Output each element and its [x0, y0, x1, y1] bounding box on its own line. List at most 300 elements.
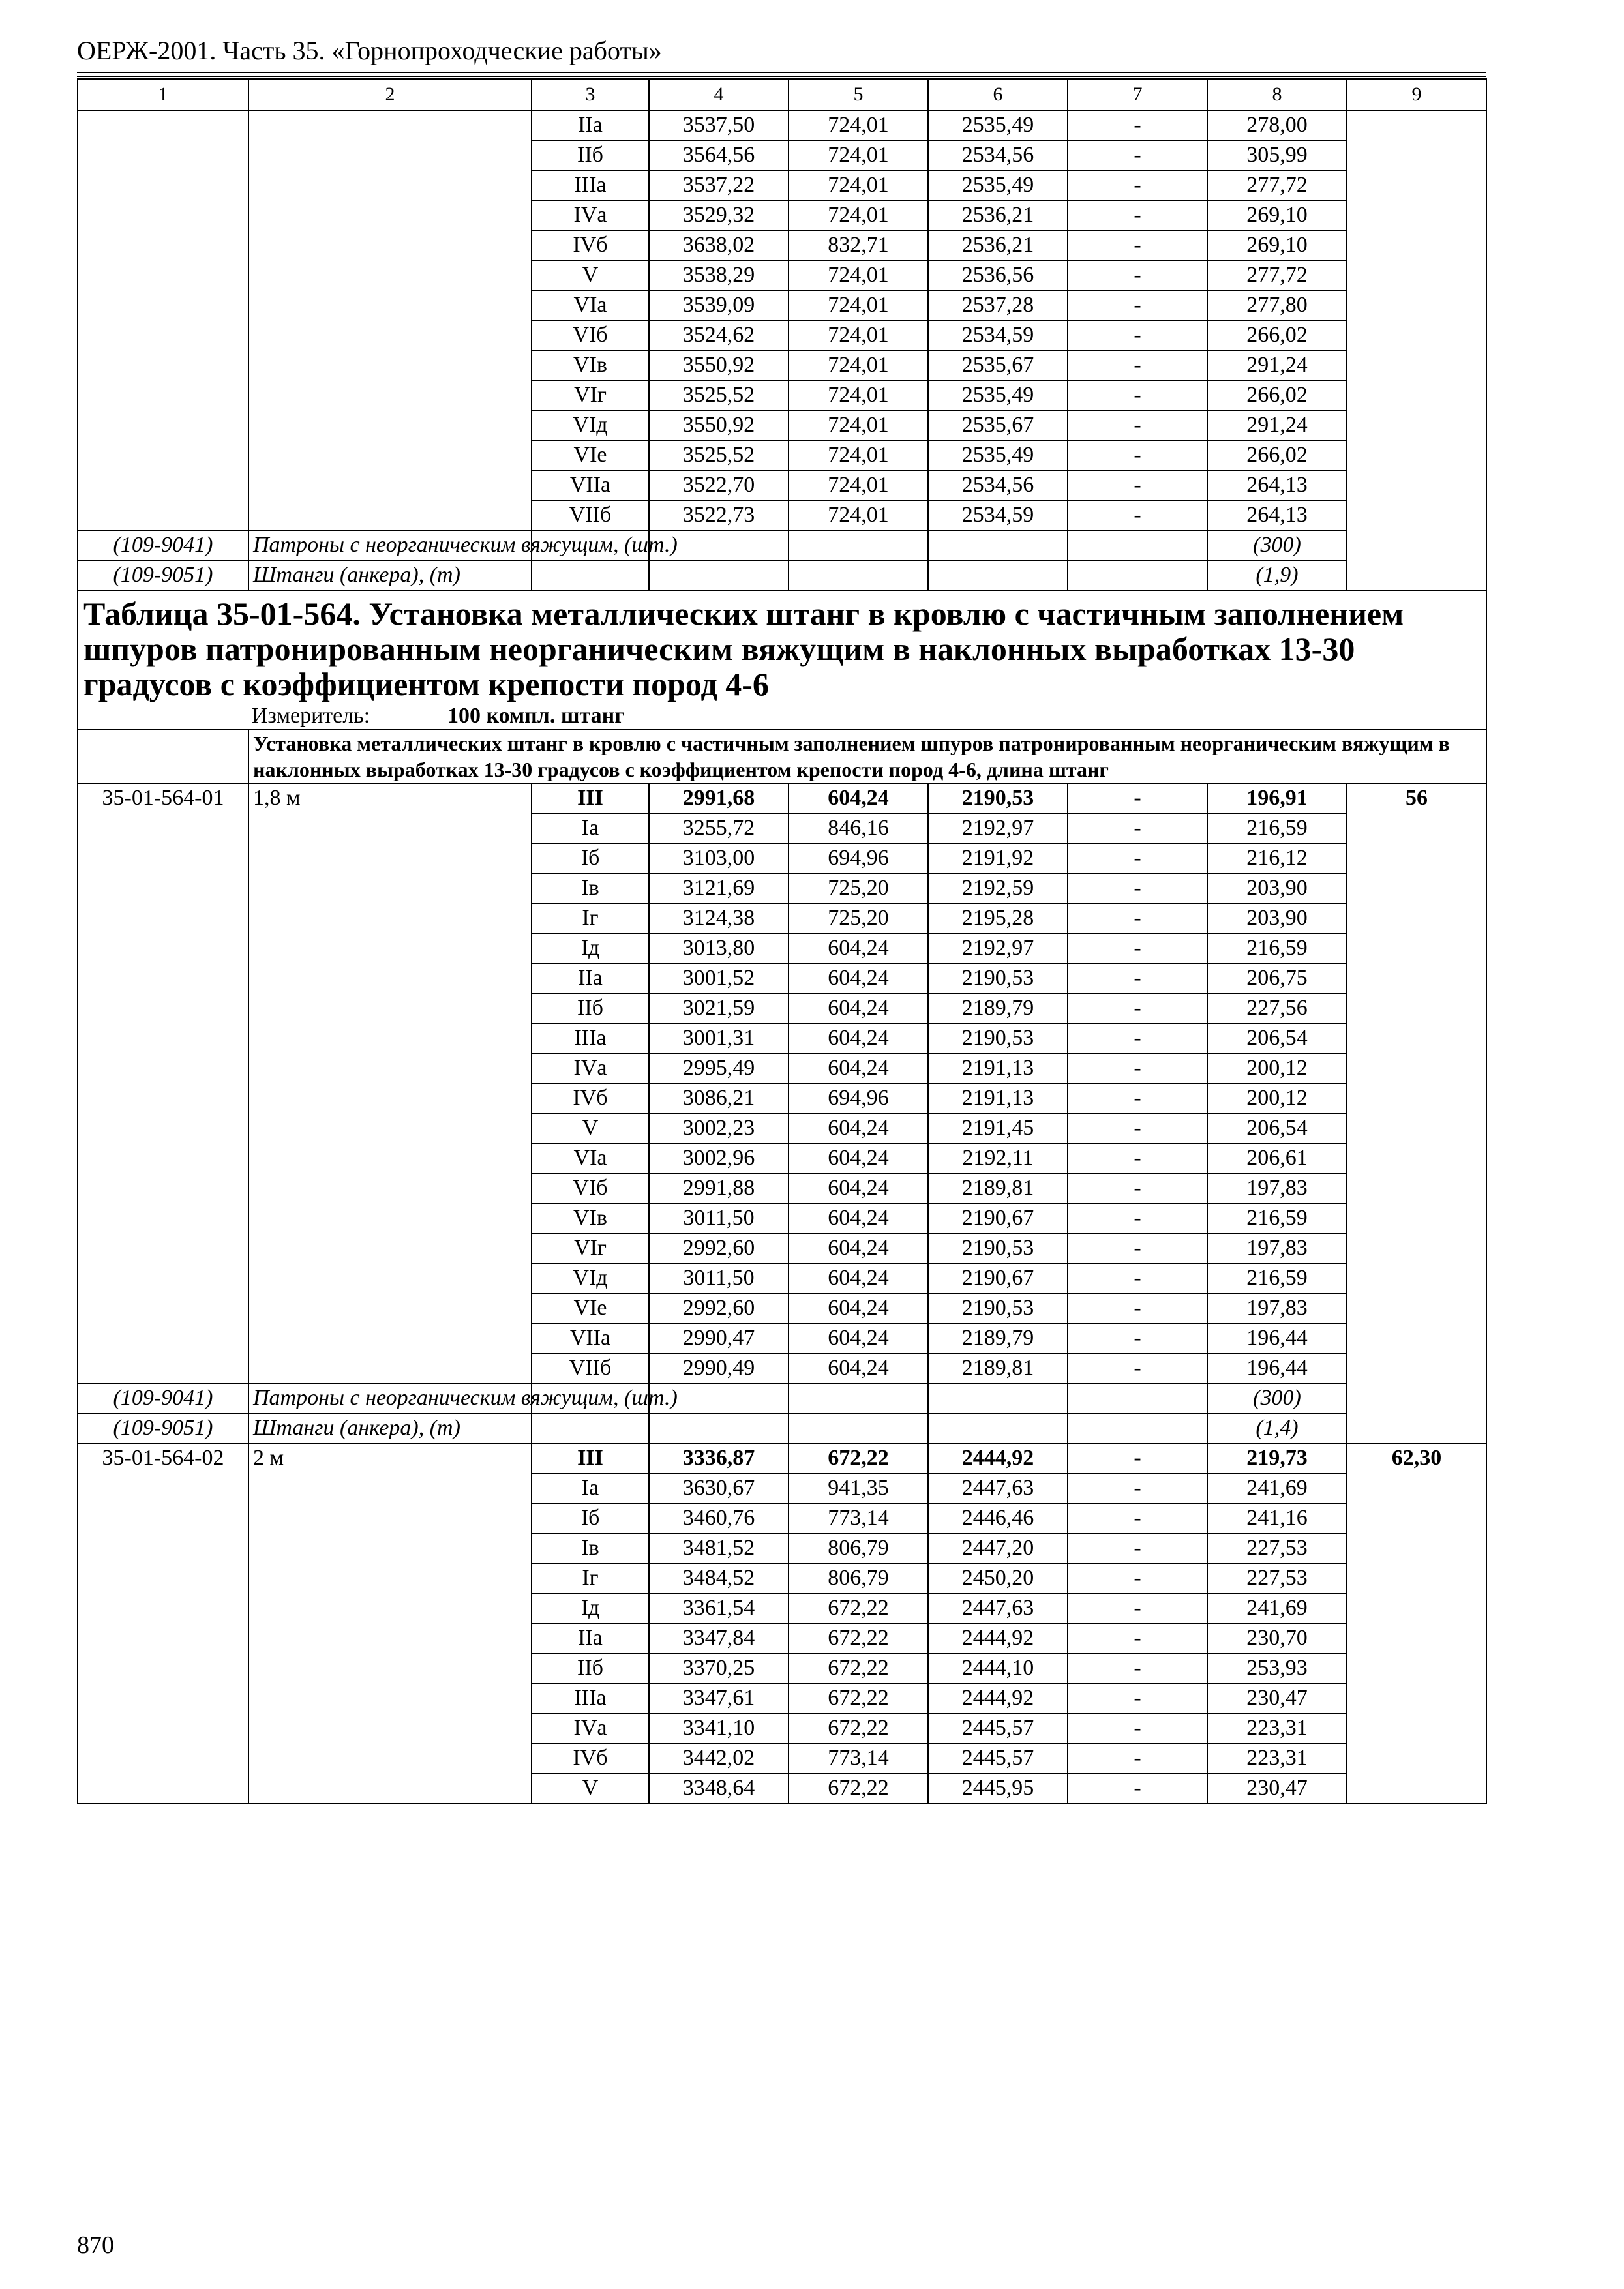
value-cell: 196,44 — [1207, 1323, 1347, 1353]
empty-cell — [789, 1383, 928, 1413]
value-cell: 2192,11 — [928, 1143, 1068, 1173]
value-cell: 2991,88 — [649, 1173, 789, 1203]
value-cell: 266,02 — [1207, 380, 1347, 410]
rock-category-cell: IVа — [532, 1713, 649, 1743]
value-cell: 3121,69 — [649, 873, 789, 903]
value-cell: 216,59 — [1207, 1263, 1347, 1293]
measure-value: 100 компл. штанг — [447, 704, 625, 728]
value-cell: 672,22 — [789, 1623, 928, 1653]
value-cell: - — [1068, 140, 1207, 170]
rock-category-cell: VIд — [532, 1263, 649, 1293]
rock-category-cell: Iг — [532, 903, 649, 933]
empty-cell — [928, 1413, 1068, 1443]
rock-category-cell: III — [532, 1443, 649, 1473]
rock-category-cell: IIа — [532, 110, 649, 140]
value-cell: 724,01 — [789, 290, 928, 320]
value-cell: 2534,59 — [928, 320, 1068, 350]
value-cell: 3538,29 — [649, 260, 789, 290]
value-cell: - — [1068, 1533, 1207, 1563]
value-cell: 3564,56 — [649, 140, 789, 170]
value-cell: 2450,20 — [928, 1563, 1068, 1593]
empty-cell — [649, 1413, 789, 1443]
item-name: 1,8 м — [248, 783, 532, 1383]
value-cell: - — [1068, 1623, 1207, 1653]
value-cell: - — [1068, 1713, 1207, 1743]
value-cell: 3550,92 — [649, 410, 789, 440]
value-cell: 2535,49 — [928, 440, 1068, 470]
rock-category-cell: VIIа — [532, 470, 649, 500]
value-cell: 672,22 — [789, 1683, 928, 1713]
value-cell: 3336,87 — [649, 1443, 789, 1473]
rock-category-cell: VIе — [532, 1293, 649, 1323]
empty-cell — [928, 1383, 1068, 1413]
value-cell: 2534,56 — [928, 470, 1068, 500]
value-cell: 203,90 — [1207, 903, 1347, 933]
value-cell: 724,01 — [789, 350, 928, 380]
value-cell: 2536,21 — [928, 230, 1068, 260]
value-cell: 241,16 — [1207, 1503, 1347, 1533]
item-name: 2 м — [248, 1443, 532, 1803]
value-cell: 604,24 — [789, 1143, 928, 1173]
empty-cell — [1068, 1383, 1207, 1413]
rock-category-cell: VIг — [532, 1233, 649, 1263]
rock-category-cell: Iд — [532, 933, 649, 963]
value-cell: 604,24 — [789, 1203, 928, 1233]
value-cell: 227,53 — [1207, 1533, 1347, 1563]
value-cell: 3537,50 — [649, 110, 789, 140]
value-cell: 2195,28 — [928, 903, 1068, 933]
value-cell: - — [1068, 1503, 1207, 1533]
value-cell: - — [1068, 1743, 1207, 1773]
rock-category-cell: IIа — [532, 1623, 649, 1653]
value-cell: 672,22 — [789, 1443, 928, 1473]
rock-category-cell: VIв — [532, 350, 649, 380]
value-cell: 2535,49 — [928, 380, 1068, 410]
rock-category-cell: Iг — [532, 1563, 649, 1593]
value-cell: 3001,52 — [649, 963, 789, 993]
material-name: Штанги (анкера), (т) — [248, 560, 532, 590]
value-cell: 230,47 — [1207, 1683, 1347, 1713]
value-cell: - — [1068, 500, 1207, 530]
value-cell: 227,56 — [1207, 993, 1347, 1023]
value-cell: - — [1068, 1233, 1207, 1263]
value-cell: 3638,02 — [649, 230, 789, 260]
value-cell: 216,12 — [1207, 843, 1347, 873]
value-cell: 941,35 — [789, 1473, 928, 1503]
value-cell: 241,69 — [1207, 1593, 1347, 1623]
value-cell: 3481,52 — [649, 1533, 789, 1563]
value-cell: - — [1068, 1173, 1207, 1203]
value-cell: 2447,63 — [928, 1473, 1068, 1503]
value-cell: 206,54 — [1207, 1023, 1347, 1053]
material-row — [78, 530, 1486, 560]
value-cell: 2192,97 — [928, 813, 1068, 843]
rock-category-cell: Iб — [532, 843, 649, 873]
material-row — [78, 1383, 1486, 1413]
value-cell: - — [1068, 873, 1207, 903]
column-number: 3 — [532, 79, 649, 110]
material-code: (109-9041) — [78, 1383, 248, 1413]
value-cell: 2190,67 — [928, 1263, 1068, 1293]
column-number: 6 — [928, 79, 1068, 110]
table-row — [78, 110, 1486, 140]
value-cell: - — [1068, 1473, 1207, 1503]
value-cell: 206,54 — [1207, 1113, 1347, 1143]
value-cell: 2190,53 — [928, 783, 1068, 813]
value-cell: 2191,13 — [928, 1053, 1068, 1083]
table-row — [78, 783, 1486, 813]
value-cell: 604,24 — [789, 1323, 928, 1353]
value-cell: 278,00 — [1207, 110, 1347, 140]
value-cell: 2990,47 — [649, 1323, 789, 1353]
value-cell: 3630,67 — [649, 1473, 789, 1503]
value-cell: 3522,70 — [649, 470, 789, 500]
value-cell: - — [1068, 350, 1207, 380]
value-cell: - — [1068, 380, 1207, 410]
value-cell: 3525,52 — [649, 440, 789, 470]
item-col9: 56 — [1347, 783, 1486, 1443]
value-cell: 2189,79 — [928, 993, 1068, 1023]
value-cell: 2190,53 — [928, 1023, 1068, 1053]
empty-cell — [1068, 560, 1207, 590]
rock-category-cell: IVа — [532, 200, 649, 230]
value-cell: 672,22 — [789, 1773, 928, 1803]
material-code: (109-9041) — [78, 530, 248, 560]
empty-cell — [649, 560, 789, 590]
value-cell: 3086,21 — [649, 1083, 789, 1113]
measure-label: Измеритель: — [252, 704, 370, 728]
rock-category-cell: VIг — [532, 380, 649, 410]
column-number: 2 — [248, 79, 532, 110]
value-cell: 2535,49 — [928, 110, 1068, 140]
value-cell: - — [1068, 110, 1207, 140]
value-cell: 724,01 — [789, 110, 928, 140]
material-name: Патроны с неорганическим вяжущим, (шт.) — [248, 530, 532, 560]
empty-cell — [928, 530, 1068, 560]
page-number: 870 — [77, 2232, 114, 2259]
value-cell: 3537,22 — [649, 170, 789, 200]
value-cell: 2190,67 — [928, 1203, 1068, 1233]
value-cell: 604,24 — [789, 1263, 928, 1293]
code-cell-empty — [78, 110, 248, 530]
value-cell: - — [1068, 1113, 1207, 1143]
value-cell: 3347,61 — [649, 1683, 789, 1713]
rock-category-cell: VIIб — [532, 500, 649, 530]
rock-category-cell: VIе — [532, 440, 649, 470]
rock-category-cell: Iа — [532, 1473, 649, 1503]
value-cell: 197,83 — [1207, 1173, 1347, 1203]
value-cell: 277,80 — [1207, 290, 1347, 320]
rock-category-cell: IIа — [532, 963, 649, 993]
value-cell: 724,01 — [789, 140, 928, 170]
value-cell: 3124,38 — [649, 903, 789, 933]
value-cell: - — [1068, 290, 1207, 320]
value-cell: 197,83 — [1207, 1233, 1347, 1263]
value-cell: - — [1068, 963, 1207, 993]
value-cell: 196,91 — [1207, 783, 1347, 813]
value-cell: - — [1068, 260, 1207, 290]
value-cell: 3347,84 — [649, 1623, 789, 1653]
value-cell: 604,24 — [789, 933, 928, 963]
column-number: 1 — [78, 79, 248, 110]
value-cell: 3103,00 — [649, 843, 789, 873]
value-cell: 604,24 — [789, 993, 928, 1023]
value-cell: 3442,02 — [649, 1743, 789, 1773]
value-cell: 2535,67 — [928, 350, 1068, 380]
column-number: 4 — [649, 79, 789, 110]
table-title: Таблица 35-01-564. Установка металлических штанг в кровлю с частичным заполнением шпуров патронированным неорганическим вяжущим в наклонных выработках 13-30 градусов с коэффициентом крепости пород 4-6 — [78, 590, 1486, 703]
value-cell: 604,24 — [789, 783, 928, 813]
value-cell: 604,24 — [789, 1053, 928, 1083]
material-name: Патроны с неорганическим вяжущим, (шт.) — [248, 1383, 532, 1413]
value-cell: 724,01 — [789, 440, 928, 470]
value-cell: - — [1068, 320, 1207, 350]
value-cell: 3460,76 — [649, 1503, 789, 1533]
value-cell: 206,61 — [1207, 1143, 1347, 1173]
rock-category-cell: VIIб — [532, 1353, 649, 1383]
column-number-row — [78, 79, 1486, 110]
value-cell: 2444,92 — [928, 1683, 1068, 1713]
value-cell: - — [1068, 1593, 1207, 1623]
material-value: (1,9) — [1207, 560, 1347, 590]
page-header: ОЕРЖ-2001. Часть 35. «Горнопроходческие работы» — [77, 36, 662, 65]
rock-category-cell: IIIа — [532, 1023, 649, 1053]
value-cell: 725,20 — [789, 903, 928, 933]
value-cell: 2189,81 — [928, 1173, 1068, 1203]
value-cell: 604,24 — [789, 1173, 928, 1203]
rock-category-cell: V — [532, 260, 649, 290]
material-code: (109-9051) — [78, 560, 248, 590]
value-cell: 2190,53 — [928, 963, 1068, 993]
table-title-row — [78, 590, 1486, 703]
value-cell: 2447,63 — [928, 1593, 1068, 1623]
material-row — [78, 1413, 1486, 1443]
value-cell: 2192,97 — [928, 933, 1068, 963]
value-cell: 604,24 — [789, 1233, 928, 1263]
value-cell: 3361,54 — [649, 1593, 789, 1623]
measure-row — [78, 703, 1486, 730]
value-cell: - — [1068, 1023, 1207, 1053]
value-cell: - — [1068, 1293, 1207, 1323]
value-cell: - — [1068, 783, 1207, 813]
value-cell: - — [1068, 1683, 1207, 1713]
rock-category-cell: IIб — [532, 1653, 649, 1683]
column-number: 8 — [1207, 79, 1347, 110]
value-cell: 2535,67 — [928, 410, 1068, 440]
item-code: 35-01-564-02 — [78, 1443, 248, 1803]
value-cell: 269,10 — [1207, 200, 1347, 230]
value-cell: 724,01 — [789, 380, 928, 410]
value-cell: 2445,95 — [928, 1773, 1068, 1803]
empty-cell — [1068, 530, 1207, 560]
column-number: 7 — [1068, 79, 1207, 110]
value-cell: 724,01 — [789, 470, 928, 500]
rock-category-cell: IVб — [532, 230, 649, 260]
value-cell: 2995,49 — [649, 1053, 789, 1083]
value-cell: 604,24 — [789, 963, 928, 993]
empty-cell — [532, 560, 649, 590]
value-cell: 305,99 — [1207, 140, 1347, 170]
value-cell: 3524,62 — [649, 320, 789, 350]
value-cell: 253,93 — [1207, 1653, 1347, 1683]
value-cell: 3013,80 — [649, 933, 789, 963]
value-cell: - — [1068, 1443, 1207, 1473]
empty-cell — [789, 560, 928, 590]
value-cell: 230,70 — [1207, 1623, 1347, 1653]
value-cell: 223,31 — [1207, 1713, 1347, 1743]
value-cell: 806,79 — [789, 1563, 928, 1593]
rock-category-cell: IVа — [532, 1053, 649, 1083]
column-number: 5 — [789, 79, 928, 110]
value-cell: 3002,96 — [649, 1143, 789, 1173]
value-cell: 216,59 — [1207, 813, 1347, 843]
empty-cell — [928, 560, 1068, 590]
value-cell: 291,24 — [1207, 410, 1347, 440]
value-cell: - — [1068, 993, 1207, 1023]
rock-category-cell: IVб — [532, 1743, 649, 1773]
value-cell: - — [1068, 903, 1207, 933]
value-cell: - — [1068, 933, 1207, 963]
value-cell: 2189,81 — [928, 1353, 1068, 1383]
rock-category-cell: Iб — [532, 1503, 649, 1533]
value-cell: 266,02 — [1207, 440, 1347, 470]
value-cell: - — [1068, 813, 1207, 843]
value-cell: 223,31 — [1207, 1743, 1347, 1773]
value-cell: 3370,25 — [649, 1653, 789, 1683]
value-cell: 724,01 — [789, 410, 928, 440]
rock-category-cell: VIб — [532, 1173, 649, 1203]
value-cell: 219,73 — [1207, 1443, 1347, 1473]
value-cell: 724,01 — [789, 320, 928, 350]
value-cell: 2191,45 — [928, 1113, 1068, 1143]
value-cell: - — [1068, 410, 1207, 440]
rock-category-cell: III — [532, 783, 649, 813]
value-cell: 724,01 — [789, 200, 928, 230]
value-cell: - — [1068, 470, 1207, 500]
column-number: 9 — [1347, 79, 1486, 110]
col9-cell — [1347, 110, 1486, 590]
value-cell: 2992,60 — [649, 1293, 789, 1323]
value-cell: 2990,49 — [649, 1353, 789, 1383]
value-cell: 230,47 — [1207, 1773, 1347, 1803]
value-cell: 216,59 — [1207, 1203, 1347, 1233]
value-cell: 2445,57 — [928, 1713, 1068, 1743]
value-cell: 694,96 — [789, 843, 928, 873]
rock-category-cell: V — [532, 1113, 649, 1143]
value-cell: 724,01 — [789, 260, 928, 290]
value-cell: 2992,60 — [649, 1233, 789, 1263]
value-cell: 264,13 — [1207, 470, 1347, 500]
value-cell: 200,12 — [1207, 1083, 1347, 1113]
value-cell: - — [1068, 1143, 1207, 1173]
value-cell: - — [1068, 1773, 1207, 1803]
value-cell: 3341,10 — [649, 1713, 789, 1743]
value-cell: 773,14 — [789, 1503, 928, 1533]
value-cell: - — [1068, 843, 1207, 873]
value-cell: 3011,50 — [649, 1263, 789, 1293]
value-cell: - — [1068, 1053, 1207, 1083]
value-cell: - — [1068, 1263, 1207, 1293]
value-cell: 694,96 — [789, 1083, 928, 1113]
value-cell: 2444,10 — [928, 1653, 1068, 1683]
value-cell: 2446,46 — [928, 1503, 1068, 1533]
value-cell: 3021,59 — [649, 993, 789, 1023]
value-cell: 724,01 — [789, 170, 928, 200]
value-cell: 725,20 — [789, 873, 928, 903]
value-cell: 3002,23 — [649, 1113, 789, 1143]
material-value: (1,4) — [1207, 1413, 1347, 1443]
rock-category-cell: VIд — [532, 410, 649, 440]
value-cell: 2444,92 — [928, 1623, 1068, 1653]
value-cell: 832,71 — [789, 230, 928, 260]
value-cell: 604,24 — [789, 1023, 928, 1053]
rock-category-cell: VIв — [532, 1203, 649, 1233]
value-cell: 724,01 — [789, 500, 928, 530]
value-cell: 269,10 — [1207, 230, 1347, 260]
header-rule — [77, 72, 1486, 73]
value-cell: 604,24 — [789, 1353, 928, 1383]
value-cell: 3550,92 — [649, 350, 789, 380]
value-cell: 846,16 — [789, 813, 928, 843]
value-cell: 3525,52 — [649, 380, 789, 410]
value-cell: 2190,53 — [928, 1293, 1068, 1323]
value-cell: 203,90 — [1207, 873, 1347, 903]
value-cell: 2534,59 — [928, 500, 1068, 530]
value-cell: - — [1068, 1323, 1207, 1353]
value-cell: 2447,20 — [928, 1533, 1068, 1563]
value-cell: 266,02 — [1207, 320, 1347, 350]
value-cell: - — [1068, 1083, 1207, 1113]
value-cell: 2534,56 — [928, 140, 1068, 170]
rates-table — [77, 78, 1487, 1804]
item-col9: 62,30 — [1347, 1443, 1486, 1803]
material-row — [78, 560, 1486, 590]
rock-category-cell: VIIа — [532, 1323, 649, 1353]
empty-cell — [1068, 1413, 1207, 1443]
value-cell: 604,24 — [789, 1113, 928, 1143]
value-cell: 604,24 — [789, 1293, 928, 1323]
subtitle-row — [78, 730, 1486, 783]
value-cell: 3539,09 — [649, 290, 789, 320]
material-value: (300) — [1207, 530, 1347, 560]
empty-cell — [532, 1413, 649, 1443]
table-row — [78, 1443, 1486, 1473]
value-cell: 277,72 — [1207, 260, 1347, 290]
value-cell: 3011,50 — [649, 1203, 789, 1233]
measure-cell — [78, 703, 1486, 730]
value-cell: 2191,13 — [928, 1083, 1068, 1113]
value-cell: 216,59 — [1207, 933, 1347, 963]
item-code: 35-01-564-01 — [78, 783, 248, 1383]
value-cell: - — [1068, 1203, 1207, 1233]
value-cell: 196,44 — [1207, 1353, 1347, 1383]
empty-cell — [789, 530, 928, 560]
value-cell: 3255,72 — [649, 813, 789, 843]
value-cell: 3348,64 — [649, 1773, 789, 1803]
rock-category-cell: Iв — [532, 1533, 649, 1563]
value-cell: 2191,92 — [928, 843, 1068, 873]
value-cell: 3529,32 — [649, 200, 789, 230]
value-cell: 3522,73 — [649, 500, 789, 530]
value-cell: 3484,52 — [649, 1563, 789, 1593]
value-cell: 2536,56 — [928, 260, 1068, 290]
empty-cell — [789, 1413, 928, 1443]
value-cell: - — [1068, 230, 1207, 260]
value-cell: 227,53 — [1207, 1563, 1347, 1593]
value-cell: 2991,68 — [649, 783, 789, 813]
rock-category-cell: VIа — [532, 1143, 649, 1173]
rock-category-cell: IIб — [532, 140, 649, 170]
